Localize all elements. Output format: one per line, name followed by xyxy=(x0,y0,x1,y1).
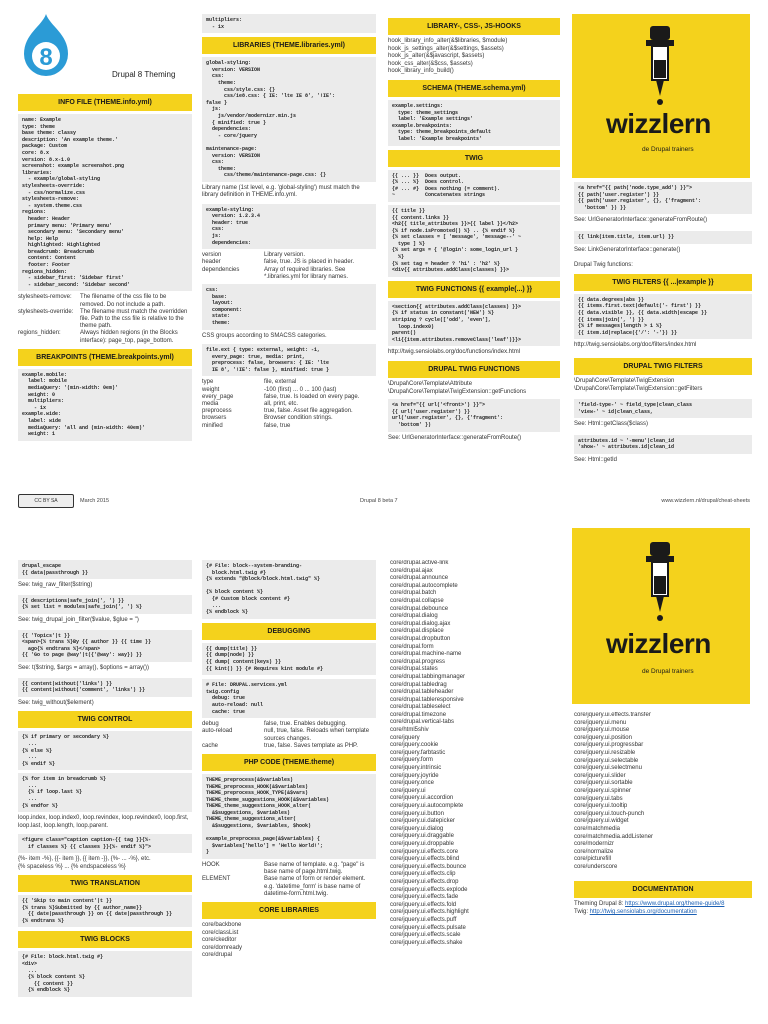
library-item: core/jquery.ui.datepicker xyxy=(390,818,455,825)
definition-list xyxy=(202,252,376,281)
core-library-list xyxy=(390,560,562,947)
library-item: core/jquery.ui.dialog xyxy=(390,825,444,832)
doc-line xyxy=(574,909,752,916)
library-item: core/jquery.ui.autocomplete xyxy=(390,803,464,809)
library-item: core/jquery.ui.effects.clip xyxy=(390,871,456,878)
section-header: TWIG BLOCKS xyxy=(18,931,192,948)
term: every_page xyxy=(202,393,234,400)
library-item: core/jquery.ui xyxy=(390,787,426,794)
library-item: core/drupal.announce xyxy=(390,575,449,582)
library-item: core/drupal.states xyxy=(390,666,438,673)
column-3 xyxy=(390,560,562,1024)
library-item: core/jquery.ui.effects.transfer xyxy=(574,712,651,718)
definition: null, true, false. Reloads when template sources changes. xyxy=(264,728,370,742)
code-block: file.ext { type: external, weight: -1, every_page: true, media: print, preprocess: false, browsers: { IE: 'lte IE 8', '!IE': false }, minified: true } xyxy=(202,344,376,376)
term: media xyxy=(202,401,219,408)
core-library-list xyxy=(574,712,752,871)
brand-name: wizzlern xyxy=(606,108,711,139)
term: preprocess xyxy=(202,408,232,415)
library-item: core/drupal.collapse xyxy=(390,597,444,604)
section-header: TWIG TRANSLATION xyxy=(18,875,192,892)
library-item: core/drupal.dialog xyxy=(390,613,438,620)
library-item: core/backbone xyxy=(202,922,242,929)
library-item: core/jquery.ui.effects.core xyxy=(390,848,459,855)
class-line: \Drupal\Core\Template\TwigExtension xyxy=(574,377,675,384)
hook-line: hook_library_info_build() xyxy=(388,68,454,75)
code-block: {{ title }} {{ content.links }} <h2{{ title_attributes }}>{{ label }}</h2> {% if node.isPromoted() %} .. {% endif %} {% set classes = [ 'message', 'message--' ~ type ] %} {% set args = { '@login': some_login_url } %} {% set tag = header ? 'h1' : 'h2' %} <div{{ attributes.addClass(classes) }}> xyxy=(388,205,560,277)
section-header: PHP CODE (THEME.theme) xyxy=(202,754,376,771)
library-item: core/jquery.ui.menu xyxy=(574,719,627,726)
definition: Base name of template. e.g. "page" is base name of page.html.twig. xyxy=(264,862,365,876)
library-item: core/jquery.ui.effects.puff xyxy=(390,916,457,923)
term: weight xyxy=(202,386,220,393)
library-item: core/underscore xyxy=(574,863,618,870)
definition: Always hidden regions (in the Blocks interface): page_top, page_bottom. xyxy=(80,330,178,344)
library-item: core/matchmedia.addListener xyxy=(574,833,654,840)
section-header: SCHEMA (THEME.schema.yml) xyxy=(388,80,560,97)
code-block: <section{{ attributes.addClass(classes) }}> {% if status in constant('NEW') %} striping ? cycle(['odd', 'even'], loop.index0) parent() <li{{item.attributes.removeClass('leaf')}}> xyxy=(388,301,560,347)
library-item: core/modernizr xyxy=(574,841,615,848)
class-line: \Drupal\Core\Template\Attribute xyxy=(388,381,473,387)
library-item: core/jquery.ui.selectable xyxy=(574,757,639,764)
definition: Array of required libraries. See *.libraries.yml for library names. xyxy=(264,266,349,280)
code-block: {{ data.degrees|abs }} {{ items.first.text|default('- first') }} {{ data.visible }}, {{ data.width|escape }} {{ items|join(', ') }} {% if messages|length > 1 %} {{ item.id|replace({'/': '-'}) }} xyxy=(574,294,752,340)
column-2 xyxy=(202,560,376,1024)
library-item: core/jquery.once xyxy=(390,780,434,787)
definition-list xyxy=(202,862,376,898)
hook-line: hook_css_alter(&$css, $assets) xyxy=(388,60,473,67)
footer-url[interactable]: www.wizzlern.nl/drupal/cheat-sheets xyxy=(661,498,750,504)
brand-tagline: de Drupal trainers xyxy=(642,146,694,153)
library-item: core/drupal.tabledrag xyxy=(390,681,447,688)
term: ELEMENT xyxy=(202,876,231,883)
term: debug xyxy=(202,721,219,728)
library-item: core/normalize xyxy=(574,848,614,855)
doc-label: Theming Drupal 8: xyxy=(574,901,626,908)
term: auto-reload xyxy=(202,728,233,735)
library-item: core/drupal.autocomplete xyxy=(390,582,458,589)
definition: all, print, etc. xyxy=(264,401,299,408)
column-4 xyxy=(574,712,752,1024)
definition: true, false. Saves template as PHP. xyxy=(264,742,358,749)
doc-link[interactable]: http://twig.sensiolabs.org/doc/filters/index.html xyxy=(574,342,697,349)
library-item: core/drupal.tableheader xyxy=(390,689,454,696)
code-block: THEME_preprocess(&$variables) THEME_preprocess_HOOK(&$variables) THEME_preprocess_HOOK_TYPE(&$vars) THEME_theme_suggestions_HOOK(&$variables) THEME_theme_suggestions_HOOK_alter( &$suggestions, $variables) THEME_theme_suggestions_alter( &$suggestions, $variables, $hook) example_preprocess_page(&$variables) { $variables['hello'] = 'Hello World!'; } xyxy=(202,774,376,859)
library-item: core/jquery.ui.touch-punch xyxy=(574,810,645,817)
note-text: Library name (1st level, e.g. 'global-styling') must match the library definition in THEME.info.yml. xyxy=(202,184,360,199)
doc-link[interactable]: http://twig.sensiolabs.org/documentation xyxy=(589,908,697,915)
term: stylesheets-remove: xyxy=(18,294,72,301)
library-item: core/jquery.ui.progressbar xyxy=(574,742,644,749)
code-block: {# File: block.html.twig #} <div> ... {% block content %} {{ content }} {% endblock %} xyxy=(18,951,192,997)
definition-list xyxy=(202,379,376,429)
definition: false, true. Is loaded on every page. xyxy=(264,393,360,400)
term: cache xyxy=(202,742,219,749)
code-block: # File: DRUPAL.services.yml twig.config debug: true auto-reload: null cache: true xyxy=(202,679,376,718)
term: type xyxy=(202,379,214,386)
code-block: multipliers: - 1x xyxy=(202,14,376,33)
definition: true, false. Asset file aggregation. xyxy=(264,408,353,415)
definition-list xyxy=(202,721,376,750)
term: minified xyxy=(202,422,223,429)
see-note: See: twig_raw_filter($string) xyxy=(18,582,93,589)
definition: false, true. Enables debugging. xyxy=(264,721,347,728)
section-header: INFO FILE (THEME.info.yml) xyxy=(18,94,192,111)
library-item: core/drupal.tableselect xyxy=(390,704,451,711)
class-line: \Drupal\Core\Template\TwigExtension::getFunctions xyxy=(388,388,527,395)
code-block: {{ 'Skip to main content'|t }} {% trans %}Submitted by {{ author_name}} {{ date|passthrough }} on {{ date|passthrough }} {% endtrans %} xyxy=(18,895,192,927)
code-block: {{ dump(title) }} {{ dump(node) }} {{ dump( content|keys) }} {{ kint() }} {# Requires kint module #} xyxy=(202,643,376,675)
library-item: core/jquery.ui.effects.shake xyxy=(390,939,463,946)
library-item: core/jquery.ui.effects.scale xyxy=(390,932,461,939)
library-item: core/matchmedia xyxy=(574,825,621,832)
wizzlern-banner xyxy=(572,14,750,178)
library-item: core/classList xyxy=(202,929,239,936)
section-header: DEBUGGING xyxy=(202,623,376,640)
definition: -100 (first) ... 0 ... 100 (last) xyxy=(264,386,337,393)
note-text: Drupal Twig functions: xyxy=(574,262,633,269)
code-block: 'field-type-' ~ field_type|clean_class 'view-' ~ id|clean_class, xyxy=(574,399,752,418)
code-block: {% for item in breadcrumb %} ... {% if loop.last %} ... {% endfor %} xyxy=(18,773,192,812)
library-item: core/drupal xyxy=(202,952,233,959)
section-header: BREAKPOINTS (THEME.breakpoints.yml) xyxy=(18,349,192,366)
code-block: global-styling: version: VERSION css: theme: css/style.css: {} css/ie8.css: { IE: 'lte IE 8', '!IE': false } js: js/vendor/modernizr.min.js { minified: true } dependencies: - core/jquery maintenance-page: version: VERSION css: theme: css/theme/maintenance-page.css: {} xyxy=(202,57,376,182)
section-header: DOCUMENTATION xyxy=(574,881,752,898)
footer-version: Drupal 8 beta 7 xyxy=(360,498,398,504)
definition-list xyxy=(18,294,192,344)
code-block: example.settings: type: theme_settings label: 'Example settings' example.breakpoints: type: theme_breakpoints_default label: 'Example breakpoints' xyxy=(388,100,560,146)
definition: The filename of the css file to be removed. Do not include a path. xyxy=(80,294,167,308)
library-item: core/html5shiv xyxy=(390,727,429,734)
see-note: See: Html::getId xyxy=(574,457,618,464)
library-item: core/jquery.ui.droppable xyxy=(390,840,454,847)
footer-date: March 2015 xyxy=(80,498,110,504)
library-item: core/domready xyxy=(202,944,243,951)
class-line: \Drupal\Core\Template\TwigExtension::getFilters xyxy=(574,385,703,392)
see-note: See: twig_without($element) xyxy=(18,699,94,706)
definition: file, external xyxy=(264,379,297,386)
term: dependencies xyxy=(202,266,240,273)
library-item: core/jquery.ui.selectmenu xyxy=(574,765,642,772)
doc-link[interactable]: https://www.drupal.org/theme-guide/8 xyxy=(625,901,725,908)
library-item: core/jquery.ui.sortable xyxy=(574,780,633,787)
term: header xyxy=(202,259,221,266)
code-block: <figure class="caption caption-{{ tag }}{%- if classes %} {{ classes }}{%- endif %}"> xyxy=(18,834,192,853)
see-note: See: Html::getClass($class) xyxy=(574,421,649,428)
code-block: {{ ... }} Does output. {% ... %} Does control. {# ... #} Does nothing (= comment). ~ Concatenates strings xyxy=(388,170,560,202)
library-item: core/drupal.dialog.ajax xyxy=(390,620,451,627)
library-item: core/jquery.ui.effects.explode xyxy=(390,886,468,893)
code-block: {# File: block--system-branding- block.html.twig #} {% extends "@block/block.html.twig" %} {% block content %} {# Custom block content #} ... {% endblock %} xyxy=(202,560,376,619)
section-header: CORE LIBRARIES xyxy=(202,902,376,919)
library-item: core/drupal.timezone xyxy=(390,711,447,718)
code-block: {{ content|without('links') }} {{ content|without('comment', 'links') }} xyxy=(18,678,192,697)
note-text: {%- item -%}, {{- item }}, {{ item -}}, {%- ... -%}, etc. {% spaceless %} ... {% endspaceless %} xyxy=(18,856,151,870)
library-item: core/drupal.active-link xyxy=(390,560,449,566)
library-item: core/jquery.ui.spinner xyxy=(574,787,631,794)
definition: false, true xyxy=(264,422,291,429)
library-item: core/jquery.ui.effects.highlight xyxy=(390,909,469,916)
page-footer xyxy=(0,498,768,512)
section-header: LIBRARIES (THEME.libraries.yml) xyxy=(202,37,376,54)
dropper-icon xyxy=(642,542,678,622)
term: browsers xyxy=(202,415,227,422)
see-note: See: UrlGeneratorInterface::generateFromRoute() xyxy=(388,434,522,441)
page-title: Drupal 8 Theming xyxy=(112,70,176,79)
definition: Browser condition strings. xyxy=(264,415,333,422)
code-block: css: base: layout: component: state: theme: xyxy=(202,284,376,330)
see-note: See: UrlGeneratorInterface::generateFromRoute() xyxy=(574,217,708,224)
doc-line xyxy=(574,901,752,908)
library-item: core/picturefill xyxy=(574,856,612,863)
doc-label: Twig: xyxy=(574,908,590,915)
library-item: core/drupal.form xyxy=(390,643,434,650)
column-1 xyxy=(18,90,192,490)
library-item: core/drupal.machine-name xyxy=(390,651,462,658)
dropper-icon xyxy=(642,26,678,106)
library-item: core/jquery.ui.accordion xyxy=(390,795,454,802)
library-item: core/jquery.ui.button xyxy=(390,810,444,817)
code-block: {% if primary or secondary %} ... {% else %} ... {% endif %} xyxy=(18,731,192,770)
term: version xyxy=(202,252,222,259)
library-item: core/drupal.tableresponsive xyxy=(390,696,464,703)
library-item: core/jquery.ui.widget xyxy=(574,818,629,825)
code-block: drupal_escape {{ data|passthrough }} xyxy=(18,560,192,579)
library-item: core/drupal.ajax xyxy=(390,567,433,574)
see-note: See: twig_drupal_join_filter($value, $glue = '') xyxy=(18,616,139,623)
library-item: core/jquery xyxy=(390,734,420,741)
section-header: TWIG CONTROL xyxy=(18,711,192,728)
library-item: core/jquery.ui.mouse xyxy=(574,727,630,734)
doc-link[interactable]: http://twig.sensiolabs.org/doc/functions/index.html xyxy=(388,349,521,356)
code-block: {{ descriptions|safe_join(', ') }} {% set list = modules|safe_join(', ') %} xyxy=(18,595,192,614)
cc-license-icon: CC BY SA xyxy=(18,494,74,508)
brand-name: wizzlern xyxy=(606,628,711,659)
note-text: loop.index, loop.index0, loop.revindex, loop.revindex0, loop.first, loop.last, loop.length, loop.parent. xyxy=(18,815,189,829)
library-item: core/jquery.ui.effects.drop xyxy=(390,878,459,885)
section-header: LIBRARY-, CSS-, JS-HOOKS xyxy=(388,18,560,35)
library-item: core/jquery.ui.resizable xyxy=(574,749,636,756)
library-item: core/drupal.progress xyxy=(390,658,446,665)
wizzlern-banner xyxy=(572,528,750,704)
library-item: core/drupal.dropbutton xyxy=(390,635,451,642)
brand-tagline: de Drupal trainers xyxy=(642,668,694,675)
hook-line: hook_library_info_alter(&$libraries, $module) xyxy=(388,38,508,44)
column-4 xyxy=(574,182,752,492)
cheat-sheet-page-2 xyxy=(0,512,768,1024)
library-item: core/jquery.ui.effects.bounce xyxy=(390,863,467,870)
library-item: core/jquery.ui.tooltip xyxy=(574,803,628,810)
library-item: core/jquery.ui.tabs xyxy=(574,795,623,802)
section-header: TWIG FILTERS {{ ...|example }} xyxy=(574,274,752,291)
library-item: core/jquery.ui.effects.blind xyxy=(390,856,460,863)
svg-text:8: 8 xyxy=(39,44,53,71)
code-block: example.mobile: label: mobile mediaQuery: '(min-width: 0em)' weight: 0 multipliers: - 1x example.wide: label: wide mediaQuery: 'all and (min-width: 40em)' weight: 1 xyxy=(18,369,192,441)
code-block: <a href="{{ path('node.type_add') }}"> {{ path('user.register') }} {{ path('user.register', {}, {'fragment': 'bottom' }) }} xyxy=(574,182,752,214)
section-header: DRUPAL TWIG FUNCTIONS xyxy=(388,361,560,378)
library-item: core/jquery.joyride xyxy=(390,772,439,779)
library-item: core/jquery.ui.position xyxy=(574,734,632,741)
code-block: <a href="{{ url('<front>') }}"> {{ url('user.register') }} url('user.register', {}, {'fragment': 'bottom' }) xyxy=(388,399,560,431)
library-item: core/jquery.farbtastic xyxy=(390,749,446,756)
column-2 xyxy=(202,14,376,492)
library-item: core/jquery.ui.slider xyxy=(574,772,626,779)
code-block: name: Example type: theme base theme: classy description: 'An example theme.' package: Custom core: 8.x version: 8.x-1.0 screenshot: example screenshot.png libraries: - example/global-styling stylesheets-override: - css/normalize.css stylesheets-remove: - system.theme.css regions: header: Header primary menu: 'Primary menu' secondary menu: 'Secondary menu' help: Help highlighted: Highlighted breadcrumb: Breadcrumb content: Content footer: Footer regions_hidden: - sidebar_first: 'Sidebar first' - sidebar_second: 'Sidebar second' xyxy=(18,114,192,291)
definition: Base name of form or render element. e.g. 'datetime_form' is base name of datetime-form.html.twig. xyxy=(264,876,366,897)
code-block: example-styling: version: 1.2.3.4 header: true css: js: dependencies: xyxy=(202,204,376,250)
hook-line: hook_js_alter(&$javascript, $assets) xyxy=(388,53,485,60)
library-item: core/drupal.displace xyxy=(390,628,444,635)
drupal-logo-icon xyxy=(16,12,76,84)
definition: Library version. xyxy=(264,252,306,259)
code-block: attributes.id ~ '-menu'|clean_id 'show-' ~ attributes.id|clean_id xyxy=(574,435,752,454)
section-header: DRUPAL TWIG FILTERS xyxy=(574,358,752,375)
term: stylesheets-override: xyxy=(18,308,74,315)
library-item: core/drupal.tabbingmanager xyxy=(390,673,466,680)
library-item: core/jquery.cookie xyxy=(390,742,439,749)
library-item: core/jquery.ui.effects.fold xyxy=(390,901,457,908)
section-header: TWIG xyxy=(388,150,560,167)
term: HOOK xyxy=(202,862,220,869)
library-item: core/drupal.debounce xyxy=(390,605,449,612)
definition: false, true. JS is placed in header. xyxy=(264,259,355,266)
library-item: core/drupal.vertical-tabs xyxy=(390,719,455,726)
library-item: core/drupal.batch xyxy=(390,590,437,597)
note-text: CSS groups according to SMACSS categories. xyxy=(202,332,327,339)
term: regions_hidden: xyxy=(18,330,61,337)
see-note: See: t($string, $args = array(), $options = array()) xyxy=(18,664,150,671)
definition: The filename must match the overridden file. Path to the css file is relative to the theme path. xyxy=(80,308,188,330)
library-item: core/jquery.intrinsic xyxy=(390,765,442,772)
library-item: core/jquery.form xyxy=(390,757,433,764)
section-header: TWIG FUNCTIONS {{ example(...) }} xyxy=(388,281,560,298)
library-item: core/jquery.ui.effects.fade xyxy=(390,894,459,901)
hook-line: hook_js_settings_alter(&$settings, $assets) xyxy=(388,45,504,52)
column-3 xyxy=(388,14,560,492)
code-block: {{ link(item.title, item.url) }} xyxy=(574,231,752,244)
see-note: See: LinkGeneratorInterface::generate() xyxy=(574,246,681,253)
column-1 xyxy=(18,560,192,1024)
library-item: core/jquery.ui.effects.pulsate xyxy=(390,924,466,931)
library-item: core/ckeditor xyxy=(202,937,237,944)
library-item: core/jquery.ui.draggable xyxy=(390,833,454,840)
code-block: {{ 'Topics'|t }} <span>{% trans %}By {{ author }} {{ time }} ago{% endtrans %}</span> {{ 'Go to page @way'|t({'@way': way}) }} xyxy=(18,630,192,662)
